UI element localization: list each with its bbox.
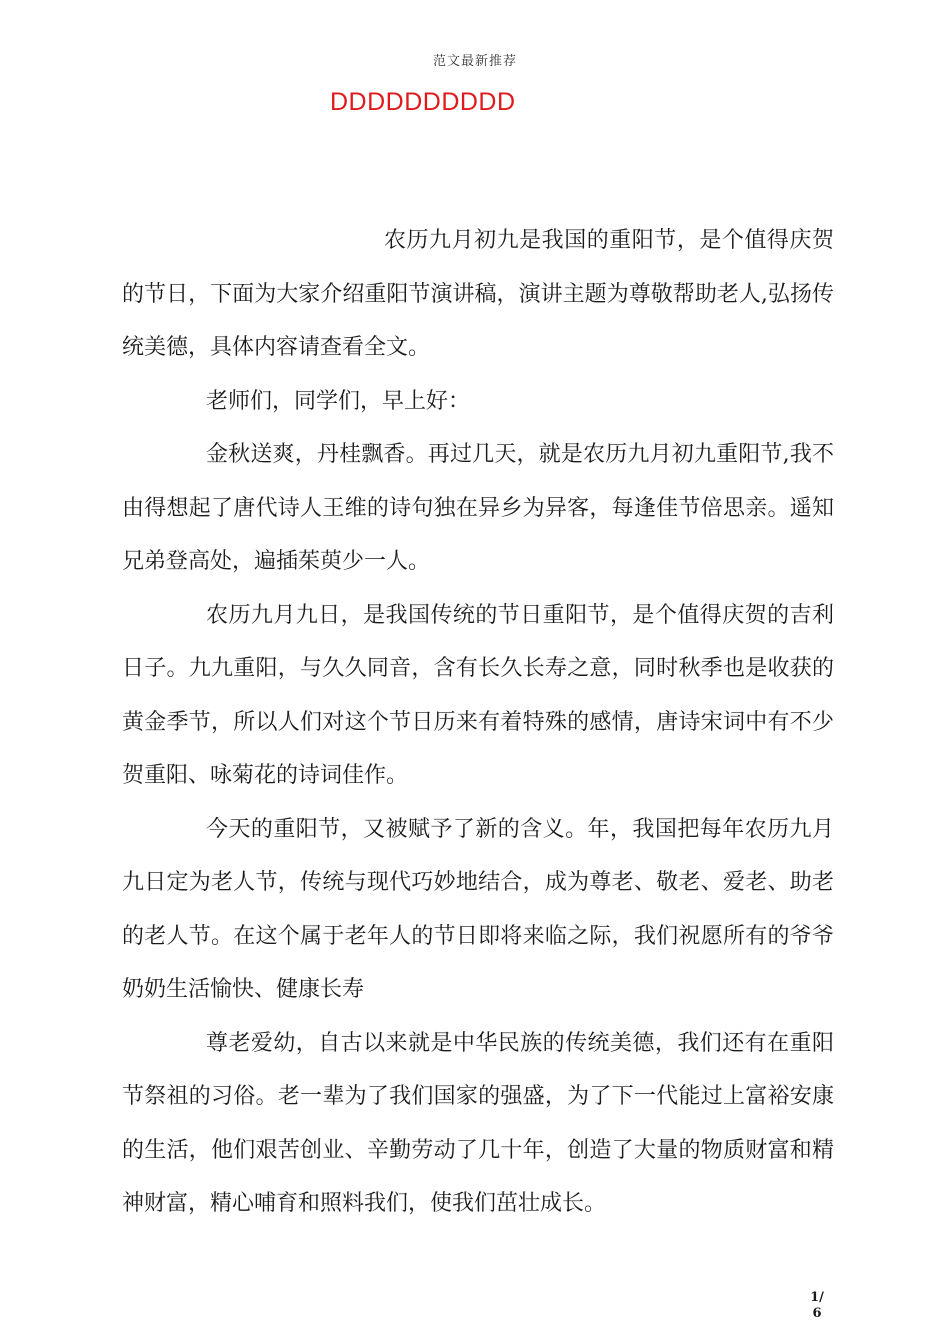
document-body <box>122 214 834 1231</box>
intro-paragraph: 农历九月初九是我国的重阳节，是个值得庆贺的节日，下面为大家介绍重阳节演讲稿，演讲主题为尊敬帮助老人,弘扬传统美德，具体内容请查看全文。 <box>122 228 834 360</box>
body-paragraph: 尊老爱幼，自古以来就是中华民族的传统美德，我们还有在重阳节祭祖的习俗。老一辈为了我们国家的强盛，为了下一代能过上富裕安康的生活，他们艰苦创业、辛勤劳动了几十年，创造了大量的物质财富和精神财富，精心哺育和照料我们，使我们茁壮成长。 <box>122 1030 834 1216</box>
document-title: DDDDDDDDDD <box>330 88 516 116</box>
page-number <box>806 1290 828 1322</box>
page-number-current: 1/ <box>810 1290 824 1305</box>
body-paragraph: 金秋送爽，丹桂飘香。再过几天，就是农历九月初九重阳节,我不由得想起了唐代诗人王维的诗句独在异乡为异客，每逢佳节倍思亲。遥知兄弟登高处，遍插茱萸少一人。 <box>122 442 834 574</box>
page-number-total: 6 <box>812 1306 822 1321</box>
body-paragraph: 农历九月九日，是我国传统的节日重阳节，是个值得庆贺的吉利日子。九九重阳，与久久同音，含有长久长寿之意，同时秋季也是收获的黄金季节，所以人们对这个节日历来有着特殊的感情，唐诗宋词中有不少贺重阳、咏菊花的诗词佳作。 <box>122 602 834 788</box>
greeting-paragraph: 老师们，同学们，早上好： <box>206 388 471 414</box>
body-paragraph: 今天的重阳节，又被赋予了新的含义。年，我国把每年农历九月九日定为老人节，传统与现代巧妙地结合，成为尊老、敬老、爱老、助老的老人节。在这个属于老年人的节日即将来临之际，我们祝愿所有的爷爷奶奶生活愉快、健康长寿 <box>122 816 834 1002</box>
page-header: 范文最新推荐 <box>432 54 517 69</box>
